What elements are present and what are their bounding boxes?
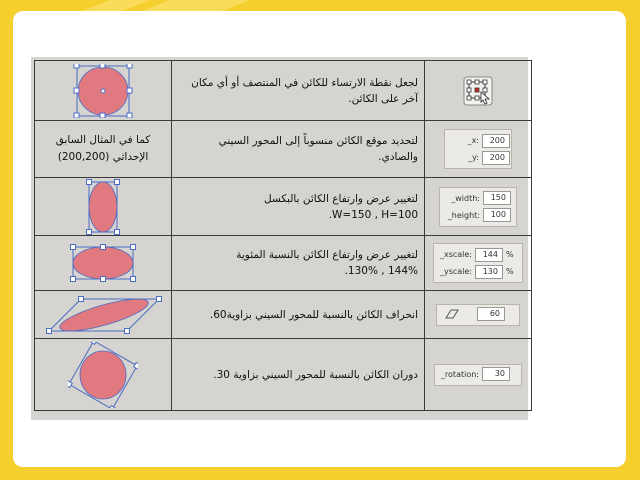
ellipse-scaled-preview (70, 243, 136, 283)
tool-cell (425, 339, 532, 411)
row-description: انحراف الكائن بالنسبة للمحور السيني بزاوية60. (172, 291, 425, 339)
row-description: لجعل نقطة الارتساء للكائن في المنتصف أو أي مكان آخر على الكائن. (172, 61, 425, 121)
row-description (172, 178, 425, 236)
previous-example-coords: الإحداثي (200,200) (57, 151, 149, 163)
table-row (35, 61, 532, 121)
rotation-input[interactable]: 30 (482, 367, 510, 381)
scale-panel (433, 243, 523, 283)
preview-cell (35, 339, 172, 411)
x-label: _x: (467, 136, 479, 145)
rotation-label: _rotation: (440, 369, 479, 379)
skew-icon (437, 309, 467, 319)
table-row (35, 291, 532, 339)
yscale-input[interactable]: 130 (475, 265, 503, 279)
skew-input[interactable]: 60 (477, 307, 505, 321)
xscale-input[interactable]: 144 (475, 248, 503, 262)
description-line: لتغيير عرض وارتفاع الكائن بالنسبة المئوية (236, 249, 418, 261)
tool-cell (425, 291, 532, 339)
properties-table (31, 57, 528, 420)
row-description: دوران الكائن بالنسبة للمحور السيني بزاوية 30. (172, 339, 425, 411)
ellipse-skewed-preview (43, 295, 163, 335)
tool-cell (425, 61, 532, 121)
description-values: W=150 , H=100. (328, 208, 418, 221)
height-input[interactable]: 100 (483, 208, 511, 222)
table-row (35, 178, 532, 236)
preview-cell (35, 236, 172, 291)
preview-cell (35, 178, 172, 236)
preview-cell (35, 121, 172, 178)
ellipse-rotated-preview (68, 342, 138, 408)
height-label: _height: (447, 210, 480, 220)
preview-cell (35, 291, 172, 339)
description-line: لتغيير عرض وارتفاع الكائن بالبكسل (263, 192, 418, 205)
table-row (35, 236, 532, 291)
width-label: _width: (451, 193, 480, 203)
percent-sign: % (506, 250, 514, 259)
y-label: _y: (468, 153, 479, 162)
row-description (172, 236, 425, 291)
preview-cell (35, 61, 172, 121)
table-row (35, 339, 532, 411)
ellipse-resized-preview (83, 179, 123, 235)
percent-sign: % (506, 267, 514, 276)
size-panel (439, 187, 517, 227)
ellipse-selected-preview (72, 64, 134, 118)
row-description: لتحديد موقع الكائن منسوباً إلى المحور السيني والصادي. (172, 121, 425, 178)
rotation-panel (434, 364, 522, 386)
tool-cell (425, 121, 532, 178)
xscale-label: _xscale: (439, 250, 472, 259)
registration-point-icon[interactable] (463, 76, 493, 106)
description-values: 144% , 130%. (344, 265, 418, 277)
x-input[interactable]: 200 (482, 134, 510, 148)
position-panel (444, 129, 512, 169)
tool-cell (425, 178, 532, 236)
tool-cell (425, 236, 532, 291)
table-row (35, 121, 532, 178)
skew-panel (436, 304, 520, 326)
previous-example-note: كما في المثال السابق (55, 134, 151, 146)
width-input[interactable]: 150 (483, 191, 511, 205)
yscale-label: _yscale: (439, 267, 472, 276)
y-input[interactable]: 200 (482, 151, 510, 165)
